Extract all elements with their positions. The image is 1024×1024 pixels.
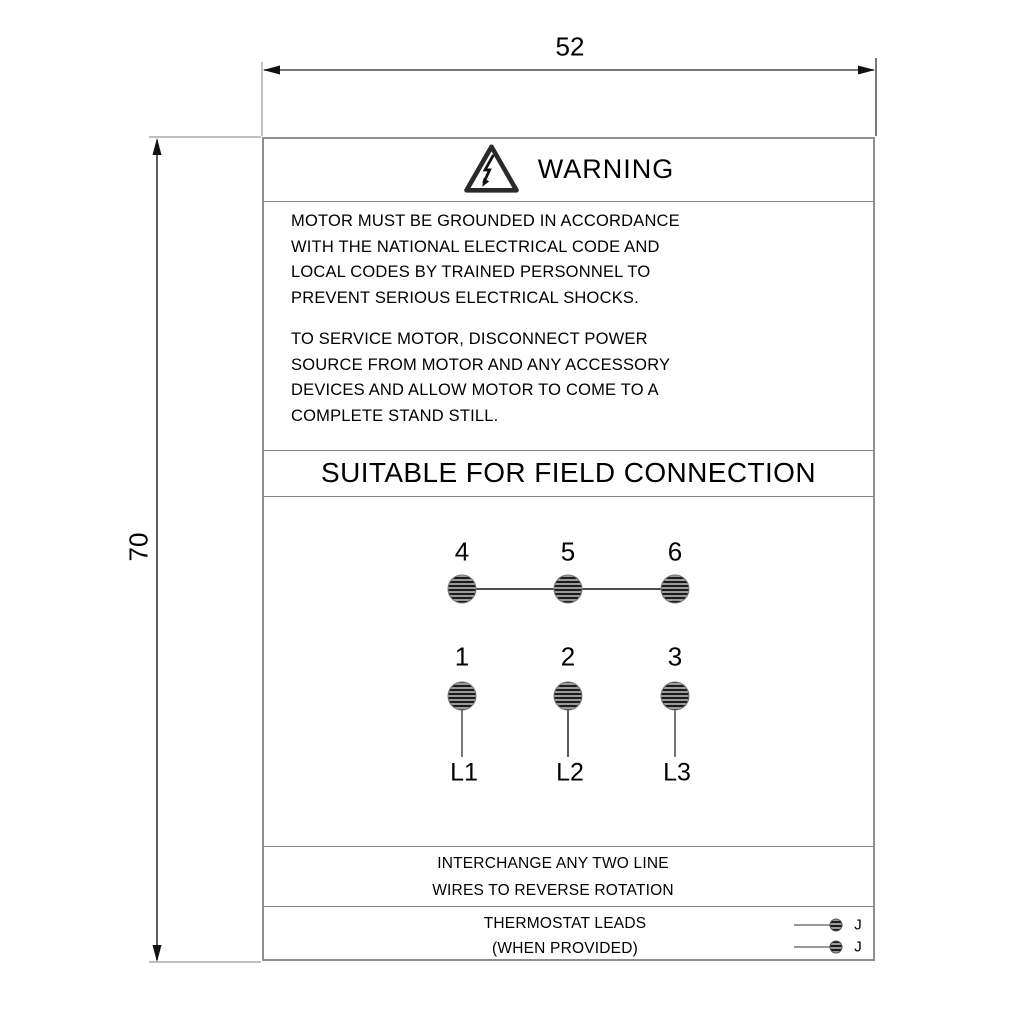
width-dimension-label: 52: [555, 31, 585, 62]
paragraph-line: MOTOR MUST BE GROUNDED IN ACCORDANCE: [291, 212, 680, 230]
thermostat-note-line: (WHEN PROVIDED): [492, 940, 638, 957]
dimension-arrow-up-icon: [153, 138, 162, 155]
thermostat-lead-label-j2: J: [854, 938, 862, 956]
reverse-note-line: WIRES TO REVERSE ROTATION: [432, 882, 674, 899]
terminal-number-5: 5: [560, 536, 576, 567]
dimension-arrow-left-icon: [263, 66, 280, 75]
terminal-dot-2: [554, 682, 582, 710]
thermostat-lead-graphics: [794, 919, 842, 953]
paragraph-line: SOURCE FROM MOTOR AND ANY ACCESSORY: [291, 355, 671, 374]
paragraph-line: LOCAL CODES BY TRAINED PERSONNEL TO: [291, 263, 651, 282]
reverse-note-line: INTERCHANGE ANY TWO LINE: [437, 855, 669, 872]
height-dimension: [149, 137, 261, 962]
dimension-arrow-down-icon: [153, 945, 162, 962]
terminal-dot-1: [448, 682, 476, 710]
line-lead-label-l1: L1: [450, 758, 478, 787]
field-connection-heading: SUITABLE FOR FIELD CONNECTION: [321, 457, 816, 488]
terminal-number-3: 3: [667, 641, 683, 672]
thermostat-note-line: THERMOSTAT LEADS: [483, 915, 647, 932]
terminal-dot-4: [448, 575, 476, 603]
paragraph-line: DEVICES AND ALLOW MOTOR TO COME TO A: [291, 381, 659, 400]
width-dimension: [262, 58, 876, 136]
height-dimension-label: 70: [123, 532, 154, 562]
terminal-number-4: 4: [454, 536, 470, 567]
terminal-dot-3: [661, 682, 689, 710]
paragraph-line: COMPLETE STAND STILL.: [291, 407, 499, 426]
service-note: [291, 327, 670, 430]
paragraph-line: TO SERVICE MOTOR, DISCONNECT POWER: [291, 330, 648, 348]
electrical-hazard-icon: [463, 144, 520, 194]
line-lead-label-l3: L3: [663, 758, 691, 787]
warning-header: [264, 139, 873, 199]
dimension-arrow-right-icon: [858, 66, 875, 75]
terminal-number-1: 1: [454, 641, 470, 672]
paragraph-line: WITH THE NATIONAL ELECTRICAL CODE AND: [291, 237, 660, 256]
grounding-note: [291, 209, 680, 312]
warning-title: WARNING: [537, 153, 675, 184]
terminal-dot-5: [554, 575, 582, 603]
terminal-number-6: 6: [667, 536, 683, 567]
terminal-number-2: 2: [560, 641, 576, 672]
thermostat-lead-label-j1: J: [854, 916, 862, 934]
terminal-dot-6: [661, 575, 689, 603]
thermostat-terminal-dot: [830, 919, 842, 931]
line-lead-label-l2: L2: [556, 758, 584, 787]
thermostat-terminal-dot: [830, 941, 842, 953]
paragraph-line: PREVENT SERIOUS ELECTRICAL SHOCKS.: [291, 289, 639, 308]
